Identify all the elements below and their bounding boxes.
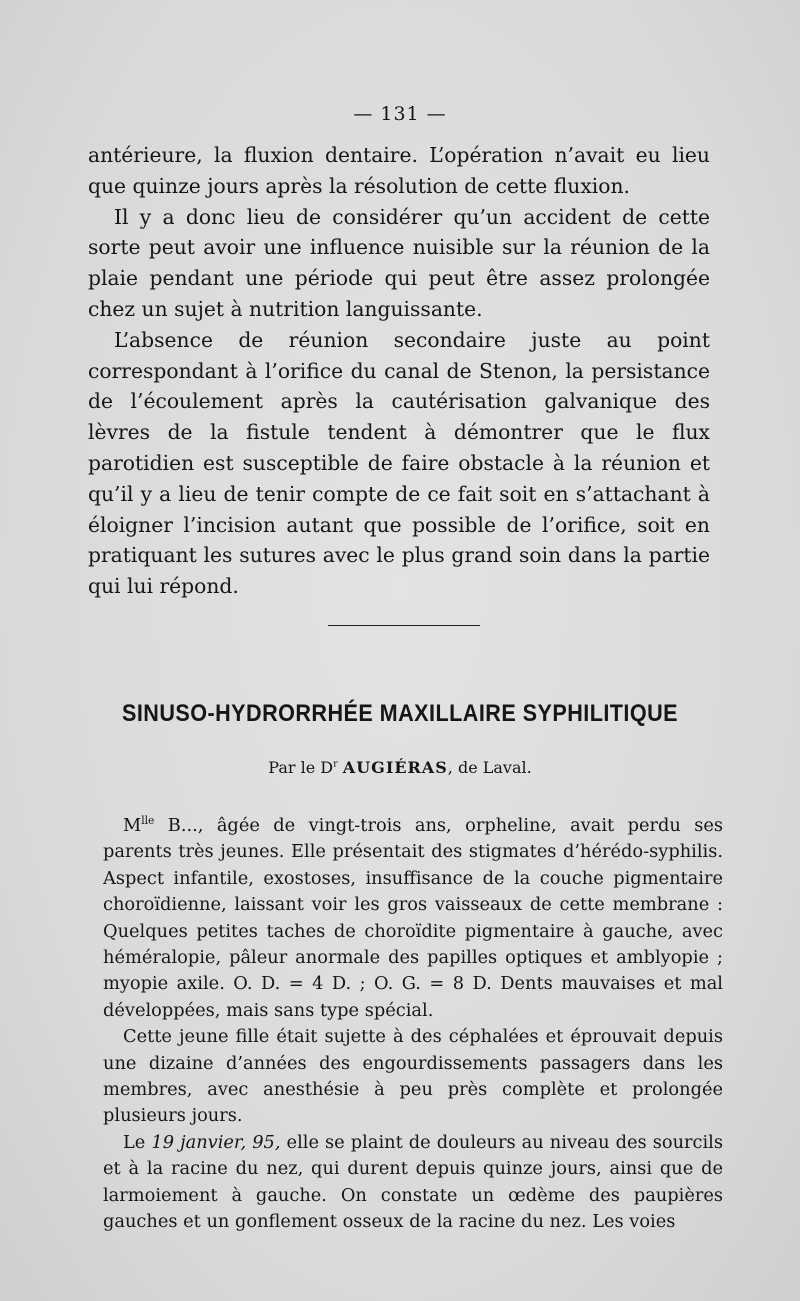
date-text: 19 janvier, 95, [151, 1131, 281, 1153]
paragraph [103, 808, 723, 1024]
paragraph: Cette jeune fille était sujette à des céphalées et éprouvait depuis une dizaine d’années des engourdissements passagers dans les membres, avec anesthésie à peu près complète et prolongée plusieurs jours. [103, 1026, 723, 1127]
article-title: SINUSO-HYDRORRHÉE MAXILLAIRE SYPHILITIQUE [121, 700, 679, 727]
article-body [103, 808, 723, 1235]
previous-article-text [88, 140, 710, 602]
page-number: — 131 — [353, 103, 447, 125]
paragraph: antérieure, la fluxion dentaire. L’opération n’avait eu lieu que quinze jours après la résolution de cette fluxion. [88, 143, 710, 198]
section-divider [328, 625, 480, 626]
salutation: M [123, 814, 142, 836]
paragraph-text: elle se plaint de douleurs au niveau des sourcils et à la racine du nez, qui durent depuis quinze jours, ainsi que de larmoiement à gauche. On constate un œdème des paupières gauches et un gonflement osseux de la racine du nez. Les voies [103, 1131, 723, 1233]
byline [0, 758, 800, 777]
paragraph-text: B..., âgée de vingt-trois ans, orpheline, avait perdu ses parents très jeunes. Elle présentait des stigmates d’hérédo-syphilis. Aspect infantile, exostoses, insuffisance de la couche pigmentaire choroïdienne, laissant voir les gros vaisseaux de cette membrane : Quelques petites taches de choroïdite pigmentaire à gauche, avec héméralopie, pâleur anormale des papilles optiques et amblyopie ; myopie axile. O. D. = 4 D. ; O. G. = 8 D. Dents mauvaises et mal développées, mais sans type spécial. [103, 814, 723, 1021]
salutation-sup: lle [141, 814, 155, 827]
byline-suffix: , de Laval. [447, 758, 532, 777]
byline-prefix-sup: r [333, 758, 338, 770]
byline-prefix: Par le D [268, 758, 334, 777]
paragraph [103, 1130, 723, 1236]
author-name: AUGIÉRAS [342, 758, 448, 777]
paragraph: Il y a donc lieu de considérer qu’un accident de cette sorte peut avoir une influence nuisible sur la réunion de la plaie pendant une période qui peut être assez prolongée chez un sujet à nutrition languissante. [88, 204, 710, 321]
paragraph-lead: Le [123, 1131, 152, 1153]
paragraph: L’absence de réunion secondaire juste au point correspondant à l’orifice du canal de Stenon, la persistance de l’écoulement après la cautérisation galvanique des lèvres de la fistule tendent à démontrer que le flux parotidien est susceptible de faire obstacle à la réunion et qu’il y a lieu de tenir compte de ce fait soit en s’attachant à éloigner l’incision autant que possible de l’orifice, soit en pratiquant les sutures avec le plus grand soin dans la partie qui lui répond. [88, 327, 710, 599]
